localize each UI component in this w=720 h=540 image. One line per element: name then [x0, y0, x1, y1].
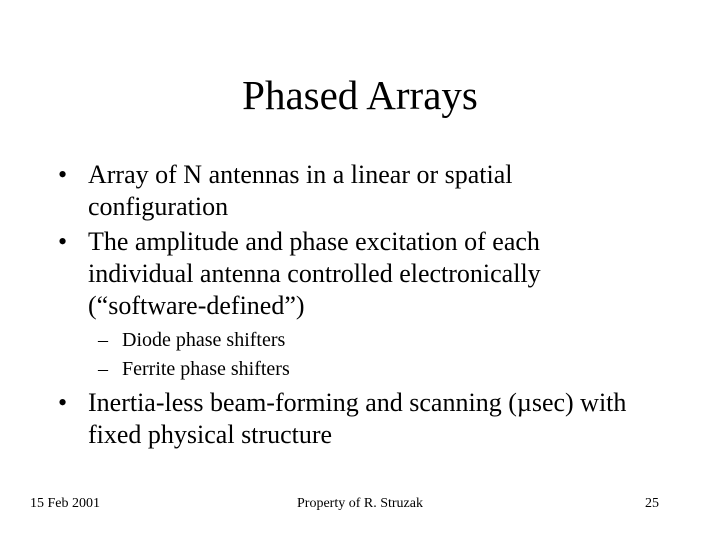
sub-bullet-text: Ferrite phase shifters	[122, 358, 290, 380]
bullet-mark: •	[58, 160, 68, 189]
bullet-text: Inertia-less beam-forming and scanning (µsec) with fixed physical structure	[88, 388, 627, 449]
sub-bullet-text: Diode phase shifters	[122, 329, 286, 351]
bullet-text: Array of N antennas in a linear or spatial configuration	[88, 160, 513, 221]
sub-bullet-mark: –	[98, 358, 108, 380]
bullet-mark: •	[58, 388, 68, 417]
footer-author: Property of R. Struzak	[297, 496, 423, 511]
page-number: 25	[645, 496, 659, 511]
bullet-mark: •	[58, 227, 68, 256]
bullet-text: The amplitude and phase excitation of each individual antenna controlled electronically (“software-defined”)	[88, 227, 541, 320]
sub-bullet-mark: –	[98, 329, 108, 351]
slide-title: Phased Arrays	[242, 72, 478, 118]
footer-date: 15 Feb 2001	[30, 496, 100, 511]
